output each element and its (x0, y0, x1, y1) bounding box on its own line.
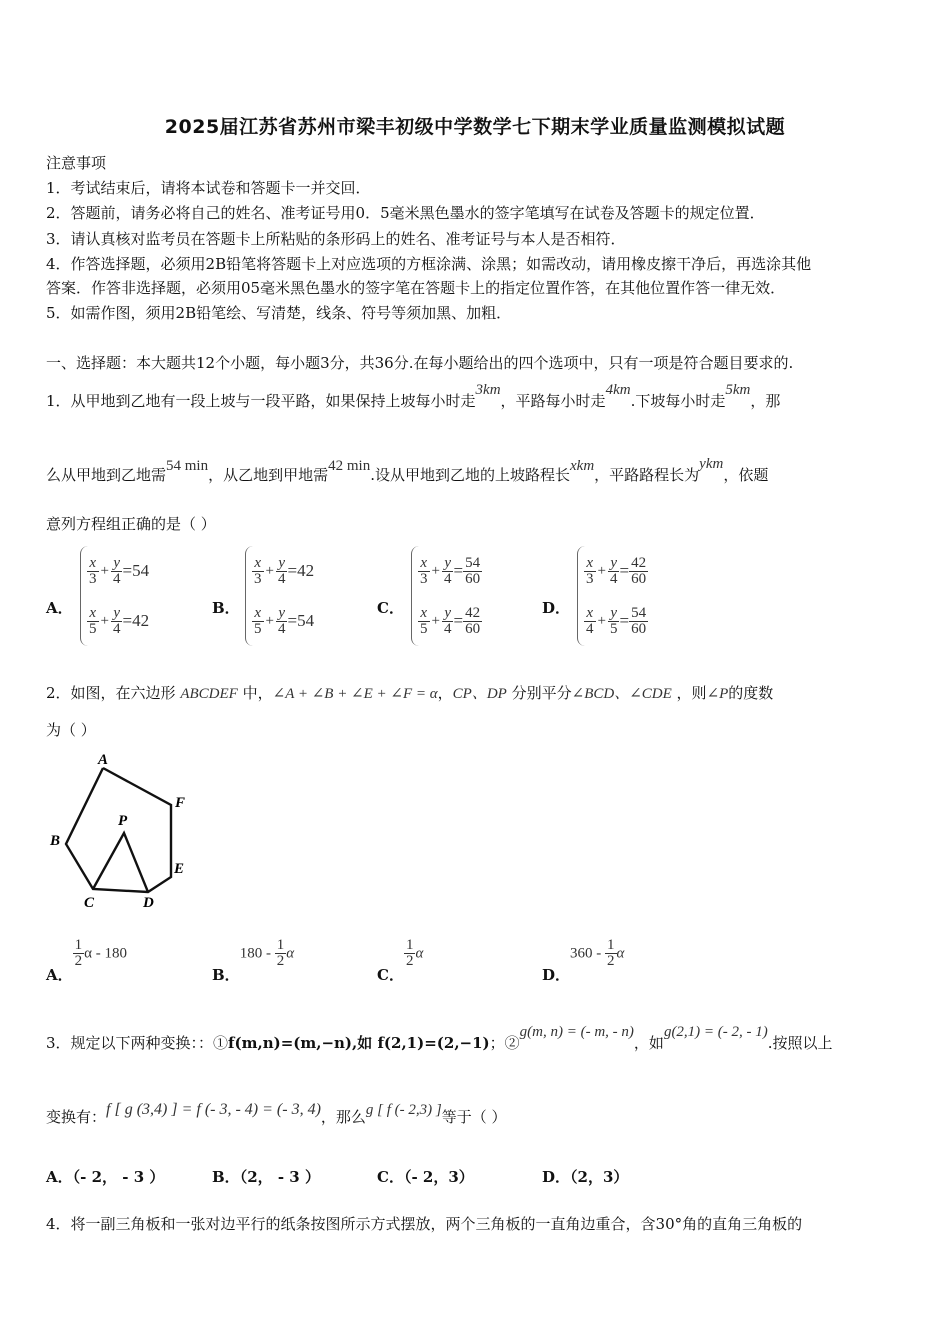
q1-uphill-speed: 3km (475, 382, 501, 398)
q1-option-c-label: C． (377, 599, 404, 617)
q1-option-a-label: A． (46, 599, 73, 617)
q1-option-d-system: $\frac{x}{3}$ + $\frac{y}{4}$ = $\frac{42}{60}$ $\frac{x}{4}$ + $\frac{y}{5}$ = $\frac{54}{60}$ (577, 546, 648, 646)
q2-bisected-angles: ∠BCD、∠CDE (571, 686, 672, 702)
notice-heading: 注意事项 (46, 154, 107, 172)
q2-option-d: D．360 - $\frac{1}{2}$ α (542, 937, 625, 984)
q2-angle-p: ∠P (706, 686, 729, 702)
q1-downhill-speed: 5km (725, 382, 751, 398)
q1-option-d-label: D． (542, 599, 571, 617)
label-b: B (50, 833, 61, 849)
q1-var-y: ykm (699, 456, 724, 472)
q3-expression: f [ g (3,4) ] = f (- 3, - 4) = (- 3, 4) (106, 1101, 321, 1118)
q2-angle-sum: ∠A + ∠B + ∠E + ∠F = α (272, 686, 438, 702)
notice-item: 4．作答选择题，必须用2B铅笔将答题卡上对应选项的方框涂满、涂黑；如需改动，请用橡皮擦干净后，再选涂其他 (46, 255, 812, 273)
q3-line-2: 变换有：f [ g (3,4) ] = f (- 3, - 4) = (- 3, 4)，那么g [ f (- 2,3) ]等于（ ） (46, 1101, 507, 1126)
q3-option-a: A．（- 2， - 3 ） (46, 1168, 165, 1186)
q1-time-42: 42 min (328, 458, 371, 474)
notice-item: 3．请认真核对监考员在答题卡上所粘贴的条形码上的姓名、准考证号与本人是否相符． (46, 230, 626, 248)
label-f: F (175, 795, 186, 811)
q3-option-d: D．（2，3） (542, 1168, 629, 1186)
q1-time-54: 54 min (166, 458, 209, 474)
q2-bisectors: CP、DP (452, 686, 507, 702)
notice-item: 5．如需作图，须用2B铅笔绘、写清楚，线条、符号等须加黑、加粗． (46, 304, 512, 322)
q3-target-expression: g [ f (- 2,3) ] (365, 1102, 442, 1118)
label-p: P (118, 813, 128, 829)
section-heading: 一、选择题：本大题共12个小题，每小题3分，共36分.在每小题给出的四个选项中，只有一项是符合题目要求的. (46, 354, 794, 372)
q3-option-c: C．（- 2，3） (377, 1168, 474, 1186)
q2-line-2: 为（ ） (46, 721, 96, 739)
label-e: E (174, 861, 185, 877)
q3-g-definition: g(m, n) = (- m, - n) (519, 1024, 634, 1040)
q1-line-3: 意列方程组正确的是（ ） (46, 515, 216, 533)
q1-option-c-system: $\frac{x}{3}$ + $\frac{y}{4}$ = $\frac{54}{60}$ $\frac{x}{5}$ + $\frac{y}{4}$ = $\frac{42}{60}$ (411, 546, 482, 646)
q1-line-1: 1．从甲地到乙地有一段上坡与一段平路，如果保持上坡每小时走3km，平路每小时走4km.下坡每小时走5km，那 (46, 382, 781, 410)
triangle-cpd (93, 833, 148, 892)
label-a: A (98, 752, 109, 768)
q3-f-definition: f(m,n)=(m,−n),如 f(2,1)=(2,−1) (228, 1034, 490, 1052)
q2-option-a: A． $\frac{1}{2}$ α - 180 (46, 937, 127, 984)
q2-option-c: C． $\frac{1}{2}$ α (377, 937, 424, 984)
notice-item: 2．答题前，请务必将自己的姓名、准考证号用0．5毫米黑色墨水的签字笔填写在试卷及答题卡的规定位置． (46, 204, 765, 222)
q3-line-1: 3．规定以下两种变换：：①f(m,n)=(m,−n),如 f(2,1)=(2,−1)；②g(m, n) = (- m, - n)，如g(2,1) = (- 2, - 1).按照以上 (46, 1024, 833, 1052)
q1-option-a-system: $\frac{x}{3}$ + $\frac{y}{4}$ = 54 $\frac{x}{5}$ + $\frac{y}{4}$ = 42 (80, 546, 149, 646)
notice-item: 答案．作答非选择题，必须用05毫米黑色墨水的签字笔在答题卡上的指定位置作答，在其他位置作答一律无效． (46, 279, 786, 297)
notice-item: 1．考试结束后，请将本试卷和答题卡一并交回． (46, 179, 371, 197)
q3-option-b: B．（2， - 3 ） (212, 1168, 320, 1186)
hexagon-outline (66, 768, 171, 892)
q1-option-b-label: B． (212, 599, 240, 617)
q4-line-1: 4．将一副三角板和一张对边平行的纸条按图所示方式摆放，两个三角板的一直角边重合，含30°角的直角三角板的 (46, 1215, 803, 1233)
q2-hexagon-figure (40, 745, 210, 915)
label-c: C (84, 895, 95, 911)
q1-line-2: 么从甲地到乙地需54 min，从乙地到甲地需42 min.设从甲地到乙地的上坡路程长xkm，平路路程长为ykm，依题 (46, 456, 769, 484)
q1-option-b-system: $\frac{x}{3}$ + $\frac{y}{4}$ = 42 $\frac{x}{5}$ + $\frac{y}{4}$ = 54 (245, 546, 314, 646)
q3-g-example: g(2,1) = (- 2, - 1) (663, 1024, 768, 1040)
q2-option-b: B．180 - $\frac{1}{2}$ α (212, 937, 295, 984)
label-d: D (143, 895, 154, 911)
q1-var-x: xkm (570, 458, 595, 474)
q2-line-1: 2．如图，在六边形 ABCDEF 中，∠A + ∠B + ∠E + ∠F = α，CP、DP 分别平分∠BCD、∠CDE ，则∠P的度数 (46, 684, 774, 702)
page-title: 2025届江苏省苏州市梁丰初级中学数学七下期末学业质量监测模拟试题 (164, 116, 786, 138)
q1-flat-speed: 4km (605, 382, 631, 398)
q2-hexagon-name: ABCDEF (180, 686, 238, 702)
